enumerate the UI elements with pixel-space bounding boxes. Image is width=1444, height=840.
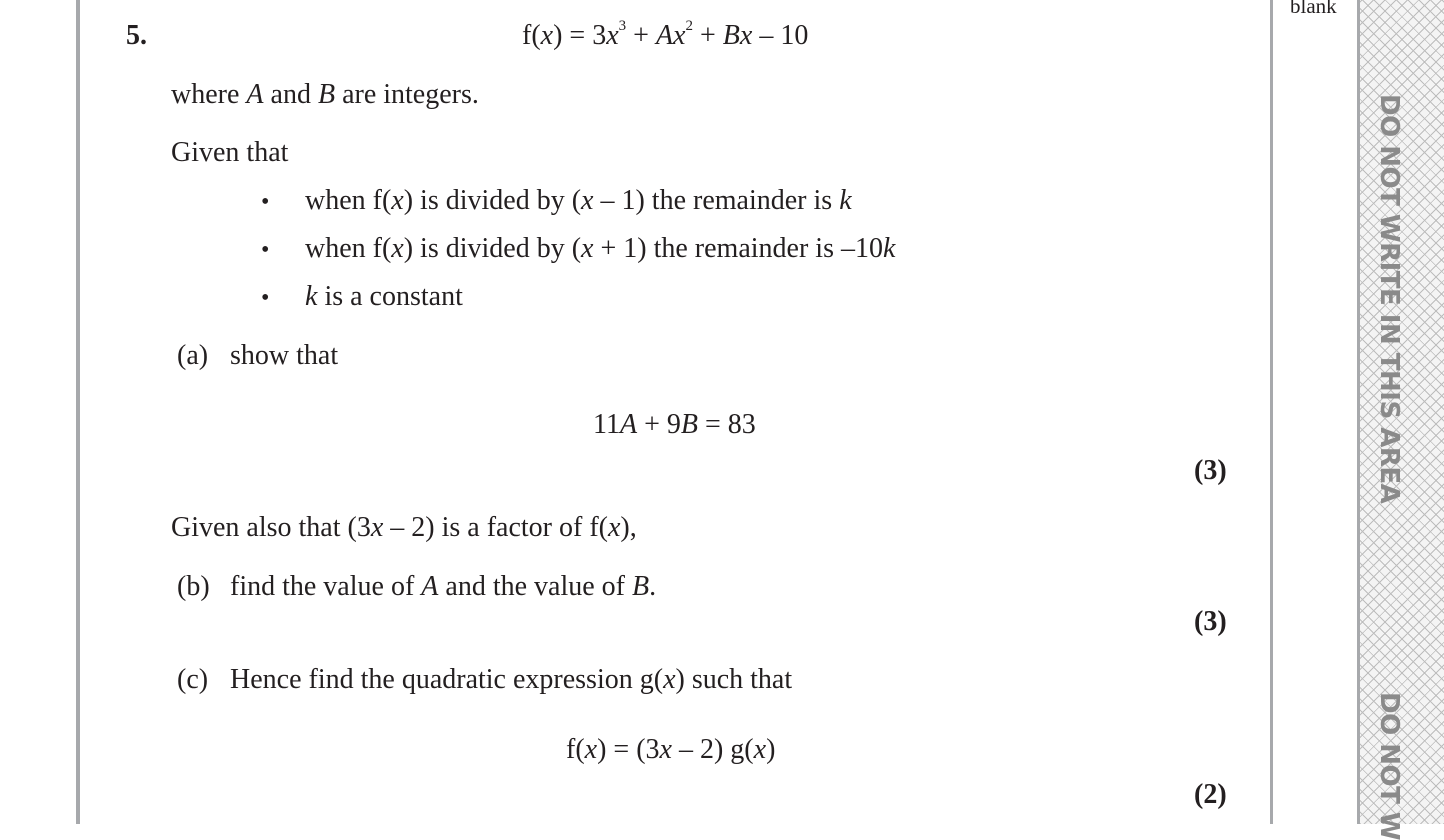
given-intro: Given that <box>171 137 289 168</box>
part-c-text: Hence find the quadratic expression g(x) such that <box>230 664 793 695</box>
right-margin-rule <box>1270 0 1273 824</box>
blank-label: blank <box>1290 0 1337 18</box>
do-not-write-label: DO NOT WRITE IN THIS AREA <box>1374 94 1404 504</box>
part-b-label: (b) <box>177 571 210 602</box>
part-a-label: (a) <box>177 340 209 371</box>
do-not-write-label-partial: DO NOT W <box>1374 692 1404 840</box>
part-b-text: find the value of A and the value of B. <box>230 571 657 602</box>
part-c-marks: (2) <box>1194 779 1227 810</box>
condition-3: k is a constant <box>305 281 463 312</box>
left-margin-rule <box>76 0 80 824</box>
condition-2: when f(x) is divided by (x + 1) the remainder is –10k <box>305 233 896 264</box>
bullet-icon: • <box>261 237 270 263</box>
part-b-marks: (3) <box>1194 606 1227 637</box>
part-a-text: show that <box>230 340 339 371</box>
function-definition: $f(x) = 3x^3 + Ax^2 + Bx - 10$ <box>522 17 809 51</box>
part-a-equation: 11A + 9B = 83 <box>593 409 756 440</box>
question-number: 5. <box>126 20 147 51</box>
bullet-icon: • <box>261 189 270 215</box>
part-a-marks: (3) <box>1194 455 1227 486</box>
part-c-equation: f(x) = (3x – 2) g(x) <box>566 734 776 765</box>
condition-1: when f(x) is divided by (x – 1) the remainder is k <box>305 185 852 216</box>
bullet-icon: • <box>261 285 270 311</box>
where-line: where A and B are integers. <box>171 79 479 110</box>
given-also-line: Given also that (3x – 2) is a factor of f(x), <box>171 512 637 543</box>
part-c-label: (c) <box>177 664 209 695</box>
